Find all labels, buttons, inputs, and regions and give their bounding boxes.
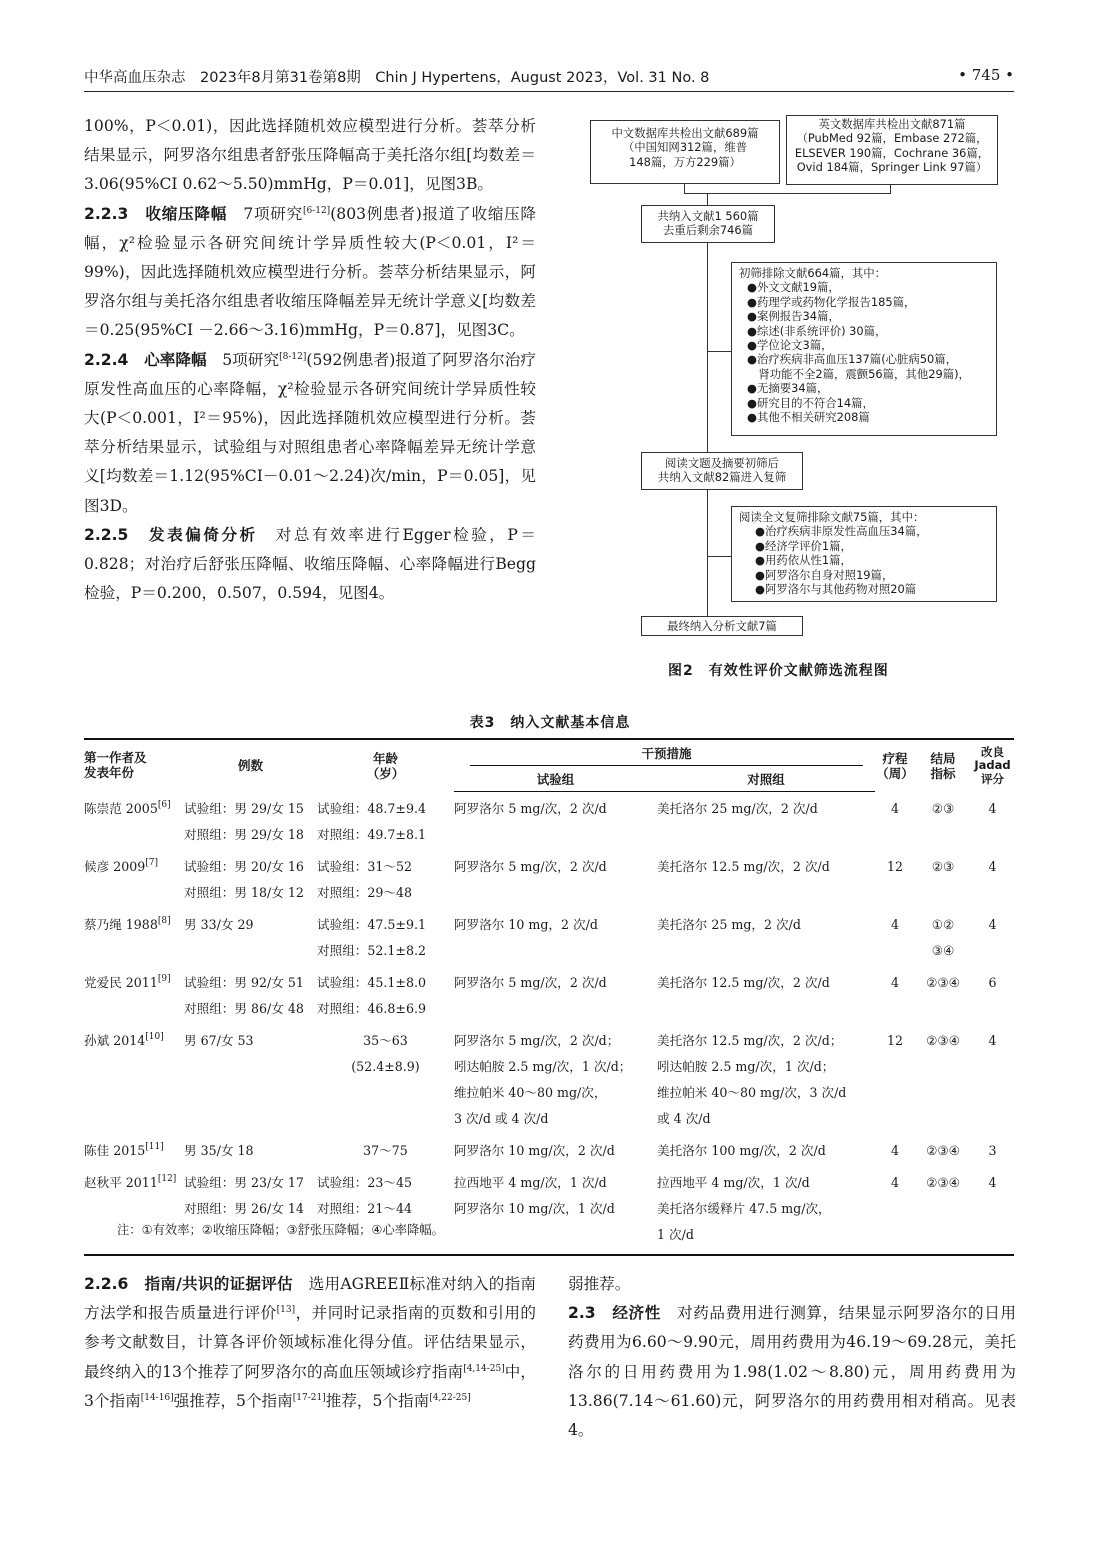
exclusion-1-list: ●外文文献19篇， ●药理学或药物化学报告185篇， ●案例报告34篇， ●综述(非系统评价) 30篇， ●学位论文3篇， ●治疗疾病非高血压137篇(心脏病50篇， 肾功能不全2篇，震颤56篇，其他29篇)， ●无摘要34篇， ●研究目的不符合14篇， ●其他不相关研究208篇 [747,280,970,425]
table-row [84,966,1014,1024]
header-trial: 试验组 [454,770,657,792]
header-control: 对照组 [657,770,875,792]
cell-jadad: 6 [988,974,997,990]
cell-trial: 拉西地平 4 mg/次，1 次/d 阿罗洛尔 10 mg/次，1 次/d [454,1166,657,1255]
flow-connector [707,193,708,205]
cell-control: 美托洛尔 12.5 mg/次，2 次/d [657,858,830,874]
cell-cases: 男 35/女 18 [184,1142,254,1158]
cell-outcome: ②③ [931,858,955,874]
cell-trial: 阿罗洛尔 5 mg/次，2 次/d [454,858,607,874]
paragraph-continued: 100%，P＜0.01)，因此选择随机效应模型进行分析。荟萃分析结果显示，阿罗洛尔组患者舒张压降幅高于美托洛尔组[均数差＝3.06(95%CI 0.62～5.50)mmHg，P＝0.01]，见图3B。 [84,117,536,194]
header-intervention: 干预措施 [454,739,875,770]
cell-author: 蔡乃绳 1988[8] [84,915,171,932]
table-3-note: 注：①有效率；②收缩压降幅；③舒张压降幅；④心率降幅。 [117,1223,444,1237]
cell-age: 试验组：48.7±9.4 对照组：49.7±8.1 [317,800,426,842]
cell-course: 4 [890,800,899,816]
cell-jadad: 4 [988,1032,997,1048]
flow-box-exclusion-2: 阅读全文复筛排除文献75篇，其中： ●治疗疾病非原发性高血压34篇， ●经济学评价1篇， ●用药依从性1篇， ●阿罗洛尔自身对照19篇， ●阿罗洛尔与其他药物对照20篇 [731,506,997,602]
cell-age: 35～63 (52.4±8.9) [351,1032,420,1074]
cell-control: 美托洛尔 100 mg/次，2 次/d [657,1142,826,1158]
flow-connector [684,193,891,194]
cell-control: 美托洛尔 25 mg/次，2 次/d [657,801,818,816]
cell-author: 陈崇范 2005[6] [84,799,171,816]
cell-outcome: ②③④ [915,1166,971,1255]
table-row [84,792,1014,850]
section-2-2-4: 2.2.4 心率降幅 5项研究[8-12](592例患者)报道了阿罗洛尔治疗原发性高血压的心率降幅，χ²检验显示各研究间统计学异质性较大(P＜0.001，I²＝95%)，因此选择随机效应模型进行分析。荟萃分析结果显示，试验组与对照组患者心率降幅差异无统计学意义[均数差＝1.12(95%CI－0.01～2.24)次/min，P＝0.05]，见图3D。 [84,350,536,515]
header-rule [84,91,1014,92]
cell-age: 试验组：47.5±9.1 对照组：52.1±8.2 [317,916,426,958]
running-header: 中华高血压杂志 2023年8月第31卷第8期 Chin J Hypertens，August 2023，Vol. 31 No. 8 [84,70,710,86]
table-row [84,850,1014,908]
flow-box-cn-database: 中文数据库共检出文献689篇 （中国知网312篇，维普 148篇，万方229篇） [590,120,780,184]
flow-box-final: 最终纳入分析文献7篇 [641,616,803,636]
flow-connector [890,185,891,193]
table-row [84,1024,1014,1134]
cell-author: 赵秋平 2011[12] [84,1166,184,1255]
header-cases: 例数 [184,739,317,792]
cell-trial: 阿罗洛尔 5 mg/次，2 次/d； 吲达帕胺 2.5 mg/次，1 次/d； 维拉帕米 40～80 mg/次， 3 次/d 或 4 次/d [454,1032,632,1126]
header-jadad: 改良 Jadad 评分 [971,739,1014,792]
figure-2-caption: 图2 有效性评价文献筛选流程图 [668,663,889,679]
flow-box-exclusion-1: 初筛排除文献664篇，其中： ●外文文献19篇， ●药理学或药物化学报告185篇， ●案例报告34篇， ●综述(非系统评价) 30篇， ●学位论文3篇， ●治疗疾病非高血压137篇(心脏病50篇， 肾功能不全2篇，震颤56篇，其他29篇)， ●无摘要34篇， ●研究目的不符合14篇， ●其他不相关研究208篇 [731,262,997,436]
exclusion-2-list: ●治疗疾病非原发性高血压34篇， ●经济学评价1篇， ●用药依从性1篇， ●阿罗洛尔自身对照19篇， ●阿罗洛尔与其他药物对照20篇 [755,524,928,597]
cell-control: 美托洛尔 25 mg，2 次/d [657,916,801,932]
cell-course: 12 [886,858,904,874]
cell-jadad: 4 [988,800,997,816]
cell-outcome: ②③ [931,800,955,816]
flow-box-en-database: 英文数据库共检出文献871篇 （PubMed 92篇，Embase 272篇， ELSEVER 190篇，Cochrane 36篇， Ovid 184篇，Springer Link 97篇） [786,115,998,185]
cell-jadad: 4 [988,858,997,874]
paragraph-continued-right: 弱推荐。 [568,1275,631,1293]
cell-age: 试验组：23～45 对照组：21～44 [317,1166,454,1255]
cell-course: 4 [890,974,899,990]
cell-jadad: 3 [988,1142,997,1158]
cell-jadad: 4 [971,1166,1014,1255]
flow-connector [707,490,708,616]
table-row [84,1166,1014,1255]
section-2-2-6: 2.2.6 指南/共识的证据评估 选用AGREEⅡ标准对纳入的指南方法学和报告质量进行评价[13]，并同时记录指南的页数和引用的参考文献数目，计算各评价领域标准化得分值。评估结果显示，最终纳入的13个推荐了阿罗洛尔的高血压领域诊疗指南[4,14-25]中，3个指南[14-16]强推荐，5个指南[17-21]推荐，5个指南[4,22-25] [84,1275,537,1410]
cell-jadad: 4 [988,916,997,932]
cell-trial: 阿罗洛尔 5 mg/次，2 次/d [454,801,607,816]
flow-connector [707,351,731,352]
cell-author: 党爱民 2011[9] [84,973,171,990]
section-2-2-3: 2.2.3 收缩压降幅 7项研究[6-12](803例患者)报道了收缩压降幅，χ²检验显示各研究间统计学异质性较大(P＜0.01，I²＝99%)，因此选择随机效应模型进行分析。荟萃分析结果显示，阿罗洛尔组与美托洛尔组患者收缩压降幅差异无统计学意义[均数差＝0.25(95%CI －2.66～3.16)mmHg，P＝0.87]，见图3C。 [84,204,536,340]
cell-control: 拉西地平 4 mg/次，1 次/d 美托洛尔缓释片 47.5 mg/次， 1 次/d [657,1166,875,1255]
cell-author: 候彦 2009[7] [84,857,158,874]
cell-outcome: ②③④ [926,1032,960,1048]
cell-cases: 男 33/女 29 [184,916,254,932]
cell-trial: 阿罗洛尔 10 mg/次，2 次/d [454,1142,615,1158]
cell-course: 12 [886,1032,904,1048]
cell-control: 美托洛尔 12.5 mg/次，2 次/d [657,974,830,990]
table-3-caption: 表3 纳入文献基本信息 [469,715,631,731]
cell-cases: 试验组：男 20/女 16 对照组：男 18/女 12 [184,858,304,900]
cell-trial: 阿罗洛尔 5 mg/次，2 次/d [454,974,607,990]
table-3-body [84,792,1014,1255]
table-row [84,908,1014,966]
cell-cases: 试验组：男 92/女 51 对照组：男 86/女 48 [184,974,304,1016]
flow-connector [707,556,731,557]
cell-author: 孙斌 2014[10] [84,1031,164,1048]
cell-course: 4 [890,916,899,932]
header-course: 疗程 （周） [875,739,915,792]
cell-control: 美托洛尔 12.5 mg/次，2 次/d； 吲达帕胺 2.5 mg/次，1 次/d； 维拉帕米 40～80 mg/次，3 次/d 或 4 次/d [657,1032,847,1126]
flow-box-merged: 共纳入文献1 560篇 去重后剩余746篇 [641,205,775,243]
header-outcome: 结局 指标 [915,739,971,792]
section-2-3: 2.3 经济性 对药品费用进行测算，结果显示阿罗洛尔的日用药费用为6.60～9.90元，周用药费用为46.19～69.28元，美托洛尔的日用药费用为1.98(1.02～8.80)元，周用药费用为13.86(7.14～61.60)元，阿罗洛尔的用药费用相对稍高。见表4。 [568,1304,1016,1440]
cell-outcome: ②③④ [926,974,960,990]
header-age: 年龄 （岁） [317,739,454,792]
flow-connector [684,184,685,193]
cell-cases: 试验组：男 23/女 17 对照组：男 26/女 14 [184,1166,317,1255]
cell-cases: 男 67/女 53 [184,1032,254,1048]
cell-course: 4 [875,1166,915,1255]
table-row [84,1134,1014,1166]
cell-age: 试验组：45.1±8.0 对照组：46.8±6.9 [317,974,426,1016]
header-author: 第一作者及 发表年份 [84,739,184,792]
cell-author: 陈佳 2015[11] [84,1141,164,1158]
bottom-right-text [568,1270,1016,1445]
cell-age: 37～75 [363,1142,408,1158]
page-number: • 745 • [958,66,1014,84]
cell-outcome: ①② ③④ [931,916,955,958]
cell-course: 4 [890,1142,899,1158]
table-3 [84,738,1014,1256]
cell-outcome: ②③④ [926,1142,960,1158]
cell-cases: 试验组：男 29/女 15 对照组：男 29/女 18 [184,800,304,842]
cell-age: 试验组：31～52 对照组：29～48 [317,858,413,900]
section-2-2-5: 2.2.5 发表偏倚分析 对总有效率进行Egger检验，P＝0.828；对治疗后舒张压降幅、收缩压降幅、心率降幅进行Begg检验，P＝0.200，0.507，0.594，见图4。 [84,525,536,603]
left-column-text [84,112,536,608]
cell-trial: 阿罗洛尔 10 mg，2 次/d [454,916,598,932]
flow-connector [707,243,708,452]
bottom-left-text [84,1270,536,1416]
flow-box-screen: 阅读文题及摘要初筛后 共纳入文献82篇进入复筛 [641,452,803,490]
